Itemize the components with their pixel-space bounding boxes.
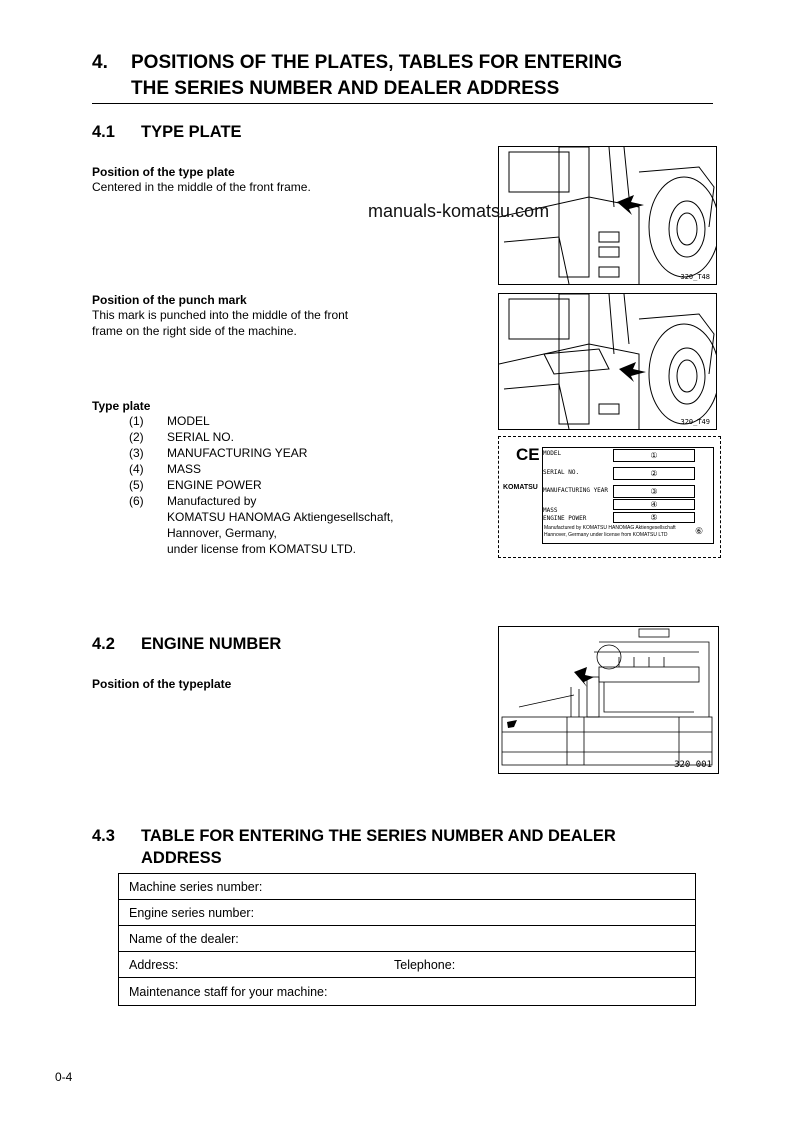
table-row	[119, 952, 696, 978]
item-label: Manufactured by	[167, 494, 257, 508]
figure-caption: 320_T49	[680, 418, 710, 426]
dealer-entry-table	[118, 873, 696, 1006]
section-4-2-title: ENGINE NUMBER	[141, 635, 282, 653]
plate-row-label: MASS	[543, 507, 558, 514]
engine-illustration	[499, 627, 718, 773]
address-field[interactable]: Address:	[119, 952, 385, 978]
plate-field: ⑤	[613, 512, 695, 523]
list-item	[129, 493, 394, 509]
title-rule	[92, 103, 713, 104]
plate-footer: Hannover, Germany under license from KOMATSU LTD	[544, 532, 668, 538]
item-number: (4)	[129, 462, 144, 476]
engine-series-number-field[interactable]: Engine series number:	[119, 900, 696, 926]
ce-mark: CE	[516, 445, 540, 464]
list-item	[129, 461, 394, 477]
plate-field: ①	[613, 449, 695, 462]
machine-series-number-field[interactable]: Machine series number:	[119, 874, 696, 900]
page-number: 0-4	[55, 1070, 73, 1084]
plate-row-label: MODEL	[543, 450, 562, 457]
plate-row-label: MANUFACTURING YEAR	[543, 487, 609, 494]
item-label: MODEL	[167, 414, 210, 428]
plate-row-label: SERIAL NO.	[543, 469, 580, 476]
manufacturer-line: under license from KOMATSU LTD.	[167, 542, 356, 556]
table-row	[119, 978, 696, 1006]
punch-mark-text-2: frame on the right side of the machine.	[92, 324, 297, 338]
punch-mark-heading: Position of the punch mark	[92, 293, 247, 307]
chapter-title-line1: POSITIONS OF THE PLATES, TABLES FOR ENTERING	[131, 52, 623, 73]
section-4-1-title: TYPE PLATE	[141, 123, 242, 141]
item-6-continuation	[129, 509, 394, 557]
table-row	[119, 926, 696, 952]
item-label: MANUFACTURING YEAR	[167, 446, 308, 460]
list-item	[129, 429, 394, 445]
item-number: (6)	[129, 494, 144, 508]
figure-caption: 320 001	[674, 760, 712, 770]
item-number: (2)	[129, 430, 144, 444]
item-number: (3)	[129, 446, 144, 460]
type-plate-items	[129, 413, 394, 557]
manufacturer-line: KOMATSU HANOMAG Aktiengesellschaft,	[167, 510, 394, 524]
komatsu-logo: KOMATSU	[503, 484, 538, 491]
section-4-2-number: 4.2	[92, 635, 115, 653]
chapter-number: 4.	[92, 52, 108, 73]
type-plate-position-heading: Position of the type plate	[92, 165, 235, 179]
type-plate-position-text: Centered in the middle of the front frame.	[92, 180, 311, 194]
list-item	[129, 445, 394, 461]
plate-field: ②	[613, 467, 695, 480]
dealer-name-field[interactable]: Name of the dealer:	[119, 926, 696, 952]
item-number: (5)	[129, 478, 144, 492]
section-4-1-number: 4.1	[92, 123, 115, 141]
telephone-field[interactable]: Telephone:	[384, 952, 696, 978]
maintenance-staff-field[interactable]: Maintenance staff for your machine:	[119, 978, 696, 1006]
engine-number-figure	[498, 626, 719, 774]
plate-field: ③	[613, 485, 695, 498]
watermark: manuals-komatsu.com	[368, 201, 550, 221]
list-item	[129, 413, 394, 429]
list-item	[129, 477, 394, 493]
table-row	[119, 900, 696, 926]
chapter-title-line2: THE SERIES NUMBER AND DEALER ADDRESS	[131, 78, 560, 99]
section-4-3-title-line2: ADDRESS	[141, 849, 222, 867]
table-row	[119, 874, 696, 900]
punch-mark-figure	[498, 293, 717, 430]
type-plate-figure	[498, 436, 721, 558]
engine-typeplate-heading: Position of the typeplate	[92, 677, 232, 691]
loader-front-illustration	[499, 294, 716, 429]
plate-field: ④	[613, 499, 695, 510]
item-label: MASS	[167, 462, 202, 476]
section-4-3-title-line1: TABLE FOR ENTERING THE SERIES NUMBER AND DEALER	[141, 827, 616, 845]
type-plate-heading: Type plate	[92, 399, 151, 413]
punch-mark-text-1: This mark is punched into the middle of the front	[92, 308, 349, 322]
plate-mark-6: ⑥	[695, 526, 704, 536]
manufacturer-line: Hannover, Germany,	[167, 526, 277, 540]
plate-row-label: ENGINE POWER	[543, 515, 587, 522]
item-label: SERIAL NO.	[167, 430, 234, 444]
figure-caption: 320_T48	[680, 273, 710, 281]
item-number: (1)	[129, 414, 144, 428]
plate-footer: Manufactured by KOMATSU HANOMAG Aktiengesellschaft	[544, 525, 676, 531]
item-label: ENGINE POWER	[167, 478, 262, 492]
section-4-3-number: 4.3	[92, 827, 115, 845]
